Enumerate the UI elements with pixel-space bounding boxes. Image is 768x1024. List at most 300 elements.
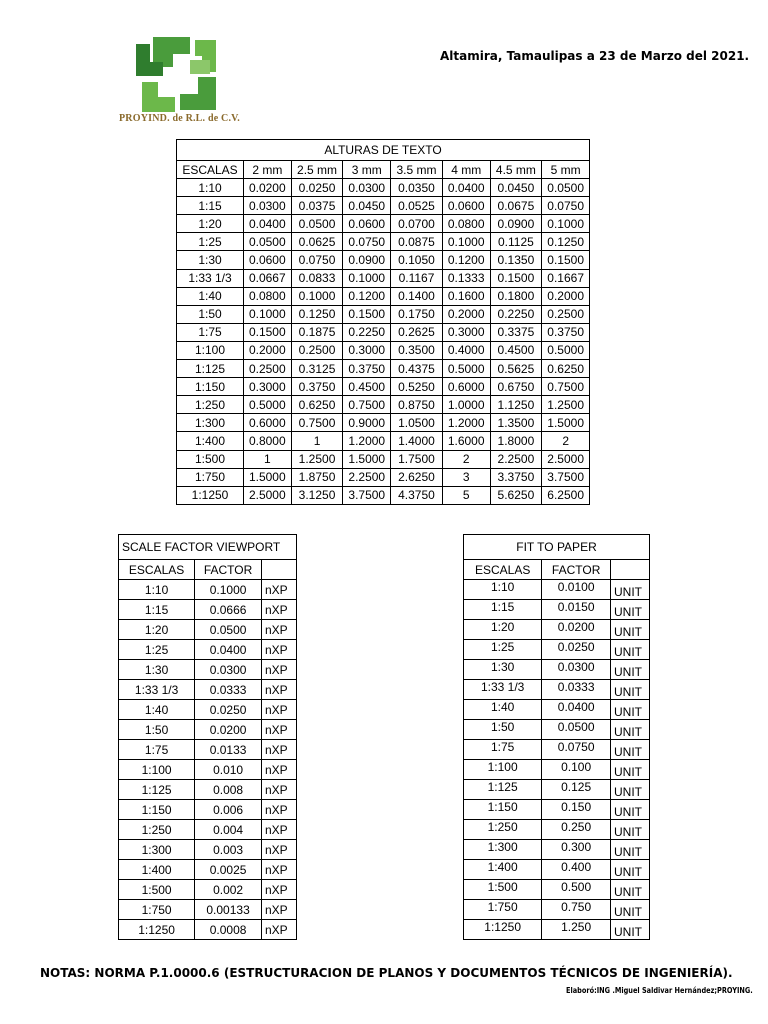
table-cell: 1:30 bbox=[177, 251, 244, 269]
table-cell: 0.6000 bbox=[244, 414, 292, 432]
table-cell: 5 bbox=[442, 486, 490, 504]
table-cell: 1:300 bbox=[119, 840, 195, 860]
table-cell: 0.0450 bbox=[490, 179, 542, 197]
table-cell: nXP bbox=[262, 880, 297, 900]
table-row bbox=[464, 760, 650, 780]
table-cell: 0.002 bbox=[195, 880, 262, 900]
table-cell: 0.0600 bbox=[442, 197, 490, 215]
table-cell: 1:75 bbox=[177, 323, 244, 341]
table-cell: 0.0350 bbox=[391, 179, 443, 197]
table-cell: 0.2000 bbox=[244, 341, 292, 359]
table-cell: UNIT bbox=[611, 920, 650, 940]
table-cell: 0.1000 bbox=[442, 233, 490, 251]
table-row bbox=[177, 305, 590, 323]
table-row bbox=[464, 620, 650, 640]
table-cell: 1:100 bbox=[119, 760, 195, 780]
table-cell: 1:100 bbox=[177, 341, 244, 359]
table-cell: 0.2625 bbox=[391, 323, 443, 341]
table-cell: 1:150 bbox=[464, 800, 542, 820]
table-row bbox=[119, 900, 297, 920]
table-cell: UNIT bbox=[611, 780, 650, 800]
table-row bbox=[464, 640, 650, 660]
table-cell: 1:500 bbox=[119, 880, 195, 900]
table-cell: UNIT bbox=[611, 720, 650, 740]
table-cell: 0.400 bbox=[542, 860, 611, 880]
header-row bbox=[119, 560, 297, 580]
table-cell: 0.1200 bbox=[343, 287, 391, 305]
table-cell: 1:500 bbox=[177, 450, 244, 468]
table-cell: 0.1500 bbox=[490, 269, 542, 287]
fit-to-paper-table bbox=[463, 534, 650, 940]
column-header-empty bbox=[611, 560, 650, 580]
table-cell: 1.8000 bbox=[490, 432, 542, 450]
table-row bbox=[119, 880, 297, 900]
signature-text: Elaboró:ING .Miguel Saldivar Hernández;PROYING. bbox=[566, 986, 753, 995]
table-cell: 0.1050 bbox=[391, 251, 443, 269]
table-row bbox=[177, 215, 590, 233]
table-cell: 1:300 bbox=[177, 414, 244, 432]
table-cell: 0.2250 bbox=[343, 323, 391, 341]
table-cell: 1:25 bbox=[464, 640, 542, 660]
table-cell: 0.0700 bbox=[391, 215, 443, 233]
table-cell: 0.1000 bbox=[195, 580, 262, 600]
table-cell: 0.125 bbox=[542, 780, 611, 800]
table-cell: 1:125 bbox=[464, 780, 542, 800]
table-cell: 0.0400 bbox=[195, 640, 262, 660]
table-cell: UNIT bbox=[611, 900, 650, 920]
column-header: 3 mm bbox=[343, 161, 391, 179]
table-cell: 2 bbox=[442, 450, 490, 468]
table-cell: 0.0200 bbox=[542, 620, 611, 640]
table-cell: 1:40 bbox=[464, 700, 542, 720]
table-cell: 1.2000 bbox=[442, 414, 490, 432]
table-cell: 1.2500 bbox=[291, 450, 343, 468]
table-cell: 1.1250 bbox=[490, 396, 542, 414]
table-cell: 1:1250 bbox=[177, 486, 244, 504]
table-cell: 1:10 bbox=[464, 580, 542, 600]
table-cell: 1:400 bbox=[464, 860, 542, 880]
table-cell: 0.1167 bbox=[391, 269, 443, 287]
table-cell: 0.4000 bbox=[442, 341, 490, 359]
table-cell: 0.2500 bbox=[542, 305, 590, 323]
table-cell: 0.4500 bbox=[343, 378, 391, 396]
table-cell: 0.0250 bbox=[542, 640, 611, 660]
table-cell: 0.2000 bbox=[542, 287, 590, 305]
table-cell: nXP bbox=[262, 800, 297, 820]
column-header: ESCALAS bbox=[177, 161, 244, 179]
table-cell: 1.2000 bbox=[343, 432, 391, 450]
table-row bbox=[119, 860, 297, 880]
table-cell: 0.1667 bbox=[542, 269, 590, 287]
table-cell: 1:30 bbox=[119, 660, 195, 680]
column-header: ESCALAS bbox=[464, 560, 542, 580]
header-row bbox=[464, 560, 650, 580]
table-row bbox=[464, 840, 650, 860]
table-cell: 0.3750 bbox=[542, 323, 590, 341]
table-cell: 0.7500 bbox=[542, 378, 590, 396]
table-cell: 0.1400 bbox=[391, 287, 443, 305]
table-cell: 1.7500 bbox=[391, 450, 443, 468]
column-header: 4.5 mm bbox=[490, 161, 542, 179]
table-cell: 1:125 bbox=[119, 780, 195, 800]
table-row bbox=[119, 740, 297, 760]
table-cell: 0.1250 bbox=[291, 305, 343, 323]
table-cell: 0.750 bbox=[542, 900, 611, 920]
table-cell: nXP bbox=[262, 620, 297, 640]
column-header: 2 mm bbox=[244, 161, 292, 179]
table-cell: nXP bbox=[262, 740, 297, 760]
table-row bbox=[464, 800, 650, 820]
table-cell: 0.0600 bbox=[343, 215, 391, 233]
table-cell: 1:750 bbox=[119, 900, 195, 920]
column-header-empty bbox=[262, 560, 297, 580]
table-cell: 1:250 bbox=[177, 396, 244, 414]
alturas-de-texto-table bbox=[176, 139, 590, 505]
table-cell: 1:25 bbox=[119, 640, 195, 660]
table-cell: 0.0025 bbox=[195, 860, 262, 880]
table-cell: 0.0750 bbox=[542, 740, 611, 760]
table-cell: 0.00133 bbox=[195, 900, 262, 920]
table-cell: nXP bbox=[262, 640, 297, 660]
table-row bbox=[464, 900, 650, 920]
table-cell: 0.003 bbox=[195, 840, 262, 860]
table-cell: 0.0333 bbox=[195, 680, 262, 700]
table-cell: UNIT bbox=[611, 660, 650, 680]
table-row bbox=[464, 660, 650, 680]
table-cell: 1:75 bbox=[119, 740, 195, 760]
table-cell: 2.5000 bbox=[244, 486, 292, 504]
table-cell: 0.0750 bbox=[343, 233, 391, 251]
table-cell: UNIT bbox=[611, 700, 650, 720]
table-cell: 0.1125 bbox=[490, 233, 542, 251]
table-cell: 0.6750 bbox=[490, 378, 542, 396]
table-cell: UNIT bbox=[611, 740, 650, 760]
table-row bbox=[119, 760, 297, 780]
table-row bbox=[464, 860, 650, 880]
table-cell: 0.4500 bbox=[490, 341, 542, 359]
table-cell: UNIT bbox=[611, 860, 650, 880]
table-cell: 0.8750 bbox=[391, 396, 443, 414]
table-row bbox=[177, 269, 590, 287]
table-row bbox=[464, 700, 650, 720]
table-row bbox=[177, 341, 590, 359]
table-cell: 1.0000 bbox=[442, 396, 490, 414]
table-cell: nXP bbox=[262, 680, 297, 700]
table-cell: 0.0200 bbox=[195, 720, 262, 740]
table-row bbox=[119, 680, 297, 700]
table-cell: 0.0750 bbox=[542, 197, 590, 215]
table-row bbox=[177, 378, 590, 396]
table-title: SCALE FACTOR VIEWPORT bbox=[119, 535, 297, 560]
table-cell: 2.2500 bbox=[490, 450, 542, 468]
table-cell: 0.0800 bbox=[244, 287, 292, 305]
table-row bbox=[177, 179, 590, 197]
table-cell: 0.0300 bbox=[542, 660, 611, 680]
table-cell: 0.1000 bbox=[542, 215, 590, 233]
table-row bbox=[177, 432, 590, 450]
table-cell: 0.0100 bbox=[542, 580, 611, 600]
table-cell: 1:250 bbox=[119, 820, 195, 840]
table-row bbox=[119, 640, 297, 660]
table-cell: 0.8000 bbox=[244, 432, 292, 450]
table-cell: UNIT bbox=[611, 820, 650, 840]
table-cell: 0.3750 bbox=[343, 360, 391, 378]
table-cell: nXP bbox=[262, 900, 297, 920]
column-header: 2.5 mm bbox=[291, 161, 343, 179]
table-row bbox=[177, 287, 590, 305]
column-header: ESCALAS bbox=[119, 560, 195, 580]
table-row bbox=[177, 396, 590, 414]
header-row bbox=[177, 161, 590, 179]
table-cell: 0.0333 bbox=[542, 680, 611, 700]
table-cell: 5.6250 bbox=[490, 486, 542, 504]
table-cell: UNIT bbox=[611, 640, 650, 660]
table-cell: 1:10 bbox=[177, 179, 244, 197]
table-row bbox=[464, 680, 650, 700]
table-cell: 1.2500 bbox=[542, 396, 590, 414]
table-row bbox=[464, 600, 650, 620]
table-cell: 3 bbox=[442, 468, 490, 486]
table-cell: 1.4000 bbox=[391, 432, 443, 450]
table-cell: 0.0900 bbox=[343, 251, 391, 269]
table-cell: 1:1250 bbox=[464, 920, 542, 940]
column-header: 5 mm bbox=[542, 161, 590, 179]
table-cell: 0.0375 bbox=[291, 197, 343, 215]
table-cell: 0.100 bbox=[542, 760, 611, 780]
table-row bbox=[119, 700, 297, 720]
table-cell: 0.0300 bbox=[244, 197, 292, 215]
table-cell: 1 bbox=[291, 432, 343, 450]
table-cell: 0.1600 bbox=[442, 287, 490, 305]
table-cell: 1:50 bbox=[464, 720, 542, 740]
table-row bbox=[177, 486, 590, 504]
table-cell: 0.1750 bbox=[391, 305, 443, 323]
table-cell: nXP bbox=[262, 580, 297, 600]
table-row bbox=[119, 580, 297, 600]
table-cell: 0.0300 bbox=[343, 179, 391, 197]
table-cell: 1.5000 bbox=[542, 414, 590, 432]
table-cell: 2.2500 bbox=[343, 468, 391, 486]
table-cell: 0.1500 bbox=[542, 251, 590, 269]
table-row bbox=[464, 920, 650, 940]
table-cell: 1.6000 bbox=[442, 432, 490, 450]
table-title: FIT TO PAPER bbox=[464, 535, 650, 560]
table-cell: 0.0500 bbox=[542, 720, 611, 740]
table-cell: 0.1200 bbox=[442, 251, 490, 269]
table-cell: 0.3750 bbox=[291, 378, 343, 396]
table-cell: 0.0900 bbox=[490, 215, 542, 233]
table-cell: 1:30 bbox=[464, 660, 542, 680]
table-cell: 1.5000 bbox=[343, 450, 391, 468]
table-cell: 1:15 bbox=[119, 600, 195, 620]
table-row bbox=[464, 580, 650, 600]
table-row bbox=[177, 233, 590, 251]
table-cell: 0.7500 bbox=[291, 414, 343, 432]
table-cell: 0.1333 bbox=[442, 269, 490, 287]
table-cell: 1:750 bbox=[177, 468, 244, 486]
table-cell: 1:33 1/3 bbox=[464, 680, 542, 700]
table-row bbox=[177, 197, 590, 215]
table-cell: 6.2500 bbox=[542, 486, 590, 504]
table-row bbox=[177, 450, 590, 468]
table-cell: 0.1000 bbox=[291, 287, 343, 305]
table-cell: 0.0250 bbox=[291, 179, 343, 197]
table-cell: 4.3750 bbox=[391, 486, 443, 504]
table-cell: 0.0667 bbox=[244, 269, 292, 287]
table-cell: 1.0500 bbox=[391, 414, 443, 432]
table-cell: 0.0250 bbox=[195, 700, 262, 720]
table-cell: 0.0300 bbox=[195, 660, 262, 680]
table-row bbox=[177, 323, 590, 341]
table-cell: 0.0400 bbox=[542, 700, 611, 720]
table-cell: nXP bbox=[262, 920, 297, 940]
table-row bbox=[119, 820, 297, 840]
date-line: Altamira, Tamaulipas a 23 de Marzo del 2021. bbox=[440, 49, 750, 63]
table-cell: 0.006 bbox=[195, 800, 262, 820]
table-row bbox=[177, 468, 590, 486]
table-cell: 3.3750 bbox=[490, 468, 542, 486]
table-cell: 0.0133 bbox=[195, 740, 262, 760]
table-cell: 1.250 bbox=[542, 920, 611, 940]
table-cell: 0.0833 bbox=[291, 269, 343, 287]
table-cell: 0.2000 bbox=[442, 305, 490, 323]
table-cell: 0.1000 bbox=[343, 269, 391, 287]
table-cell: 0.3000 bbox=[343, 341, 391, 359]
notes-text: NOTAS: NORMA P.1.0000.6 (ESTRUCTURACION DE PLANOS Y DOCUMENTOS TÉCNICOS DE INGENIERÍA). bbox=[40, 966, 733, 980]
table-cell: 0.6250 bbox=[291, 396, 343, 414]
table-cell: 0.0500 bbox=[542, 179, 590, 197]
table-row bbox=[119, 600, 297, 620]
table-cell: 0.7500 bbox=[343, 396, 391, 414]
table-cell: 0.1875 bbox=[291, 323, 343, 341]
table-cell: UNIT bbox=[611, 760, 650, 780]
table-cell: 2 bbox=[542, 432, 590, 450]
table-cell: 0.0675 bbox=[490, 197, 542, 215]
table-cell: 0.4375 bbox=[391, 360, 443, 378]
table-cell: nXP bbox=[262, 860, 297, 880]
table-cell: 1:750 bbox=[464, 900, 542, 920]
table-cell: 0.300 bbox=[542, 840, 611, 860]
table-cell: 0.1800 bbox=[490, 287, 542, 305]
table-cell: nXP bbox=[262, 600, 297, 620]
table-row bbox=[177, 251, 590, 269]
table-cell: 0.0400 bbox=[244, 215, 292, 233]
table-cell: UNIT bbox=[611, 840, 650, 860]
table-cell: 1:20 bbox=[119, 620, 195, 640]
table-row bbox=[119, 620, 297, 640]
table-cell: 0.3375 bbox=[490, 323, 542, 341]
table-cell: 0.0666 bbox=[195, 600, 262, 620]
table-row bbox=[119, 920, 297, 940]
column-header: FACTOR bbox=[195, 560, 262, 580]
table-cell: UNIT bbox=[611, 680, 650, 700]
table-cell: nXP bbox=[262, 780, 297, 800]
table-cell: 1:125 bbox=[177, 360, 244, 378]
table-cell: 0.5250 bbox=[391, 378, 443, 396]
table-cell: 1:75 bbox=[464, 740, 542, 760]
table-cell: 0.0525 bbox=[391, 197, 443, 215]
table-cell: 1:400 bbox=[119, 860, 195, 880]
table-cell: 0.0800 bbox=[442, 215, 490, 233]
table-cell: 0.3000 bbox=[442, 323, 490, 341]
table-row bbox=[464, 720, 650, 740]
column-header: 3.5 mm bbox=[391, 161, 443, 179]
table-cell: 0.3000 bbox=[244, 378, 292, 396]
table-row bbox=[119, 780, 297, 800]
table-cell: nXP bbox=[262, 660, 297, 680]
table-cell: 0.0500 bbox=[291, 215, 343, 233]
table-cell: 0.1500 bbox=[343, 305, 391, 323]
table-cell: 0.0600 bbox=[244, 251, 292, 269]
table-cell: UNIT bbox=[611, 580, 650, 600]
table-cell: 0.1350 bbox=[490, 251, 542, 269]
table-cell: 3.7500 bbox=[542, 468, 590, 486]
table-row bbox=[119, 660, 297, 680]
column-header: 4 mm bbox=[442, 161, 490, 179]
table-cell: 0.0875 bbox=[391, 233, 443, 251]
table-cell: 1:25 bbox=[177, 233, 244, 251]
table-cell: 1:33 1/3 bbox=[177, 269, 244, 287]
table-cell: 2.6250 bbox=[391, 468, 443, 486]
table-cell: 1.8750 bbox=[291, 468, 343, 486]
table-cell: 1:15 bbox=[464, 600, 542, 620]
table-cell: nXP bbox=[262, 840, 297, 860]
table-cell: 0.6000 bbox=[442, 378, 490, 396]
table-cell: UNIT bbox=[611, 880, 650, 900]
table-cell: 0.0500 bbox=[195, 620, 262, 640]
table-cell: 2.5000 bbox=[542, 450, 590, 468]
table-cell: nXP bbox=[262, 820, 297, 840]
table-cell: 1:50 bbox=[177, 305, 244, 323]
table-cell: 3.7500 bbox=[343, 486, 391, 504]
table-cell: 3.1250 bbox=[291, 486, 343, 504]
table-cell: nXP bbox=[262, 720, 297, 740]
table-cell: 1:10 bbox=[119, 580, 195, 600]
table-cell: 1:20 bbox=[177, 215, 244, 233]
table-cell: 1:150 bbox=[177, 378, 244, 396]
table-cell: 0.3125 bbox=[291, 360, 343, 378]
table-row bbox=[464, 740, 650, 760]
table-cell: 0.0625 bbox=[291, 233, 343, 251]
table-cell: 0.1250 bbox=[542, 233, 590, 251]
table-cell: 0.2500 bbox=[244, 360, 292, 378]
table-cell: 0.0750 bbox=[291, 251, 343, 269]
table-cell: 0.5000 bbox=[542, 341, 590, 359]
table-row bbox=[177, 414, 590, 432]
table-cell: 0.2500 bbox=[291, 341, 343, 359]
table-cell: 1:100 bbox=[464, 760, 542, 780]
table-cell: 1:15 bbox=[177, 197, 244, 215]
table-cell: 1:40 bbox=[119, 700, 195, 720]
table-row bbox=[119, 840, 297, 860]
company-name: PROYIND. de R.L. de C.V. bbox=[119, 113, 241, 124]
table-cell: 0.9000 bbox=[343, 414, 391, 432]
table-cell: 0.1000 bbox=[244, 305, 292, 323]
table-cell: 0.1500 bbox=[244, 323, 292, 341]
table-cell: 1:500 bbox=[464, 880, 542, 900]
table-cell: 1:50 bbox=[119, 720, 195, 740]
table-cell: 0.3500 bbox=[391, 341, 443, 359]
table-cell: 0.004 bbox=[195, 820, 262, 840]
table-cell: 0.5000 bbox=[244, 396, 292, 414]
table-cell: 0.0200 bbox=[244, 179, 292, 197]
table-cell: 0.0450 bbox=[343, 197, 391, 215]
table-row bbox=[119, 720, 297, 740]
table-cell: UNIT bbox=[611, 800, 650, 820]
column-header: FACTOR bbox=[542, 560, 611, 580]
table-cell: UNIT bbox=[611, 620, 650, 640]
table-cell: 1:20 bbox=[464, 620, 542, 640]
